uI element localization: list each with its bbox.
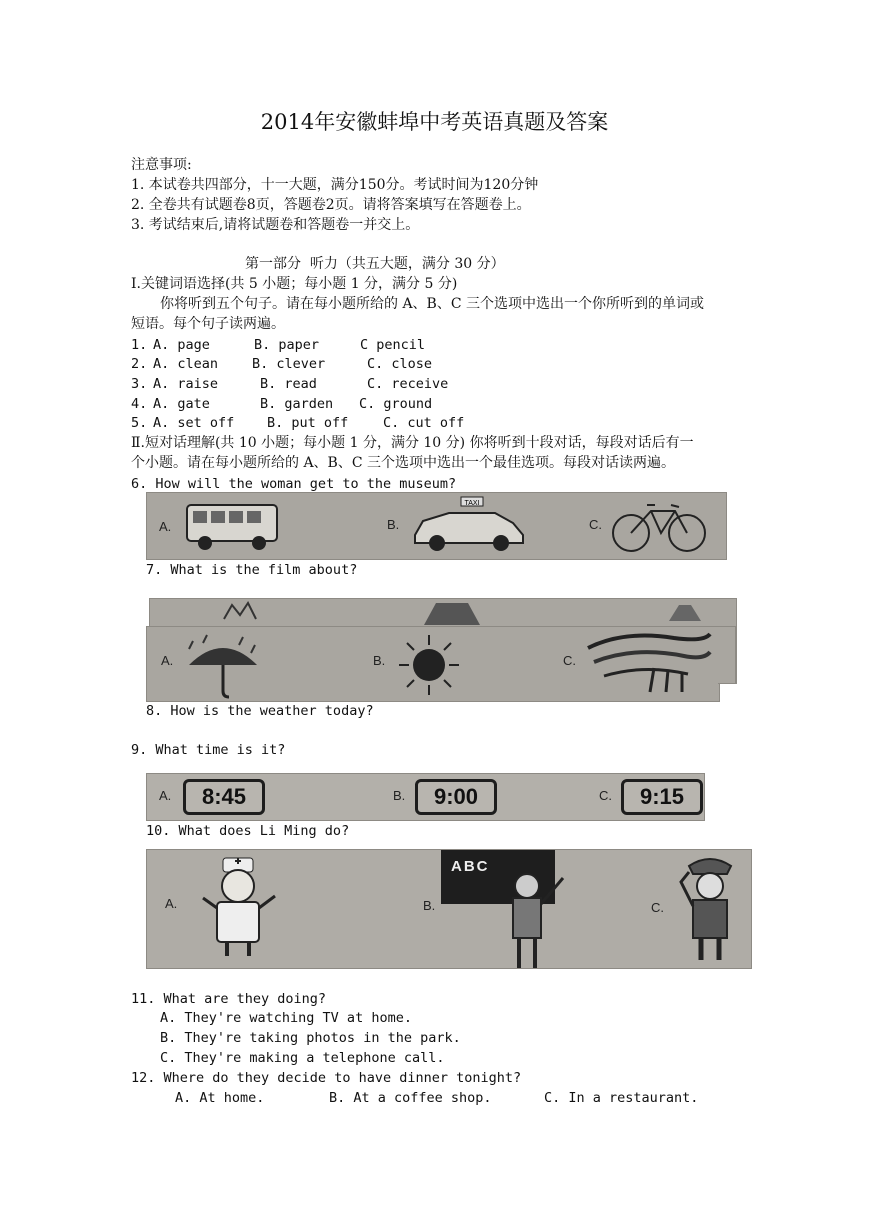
- option-c: C. cut off: [383, 415, 465, 431]
- option-c: C. They're making a telephone call.: [160, 1050, 445, 1066]
- q10-picture-strip: [146, 849, 752, 969]
- option-a: A. They're watching TV at home.: [160, 1010, 412, 1026]
- question-10: 10. What does Li Ming do?: [146, 823, 350, 839]
- note-item: 2. 全卷共有试题卷8页，答题卷2页。请将答案填写在答题卷上。: [131, 197, 531, 213]
- option-a: A. clean: [153, 356, 219, 372]
- animal-icon: [665, 599, 705, 625]
- option-label: B.: [387, 517, 400, 532]
- sun-icon: [397, 633, 461, 697]
- option-b: B. They're taking photos in the park.: [160, 1030, 461, 1046]
- option-label: C.: [563, 653, 576, 668]
- option-c: C. In a restaurant.: [544, 1090, 699, 1106]
- q9-picture-strip: [146, 773, 705, 821]
- section-title: Ⅱ.短对话理解(共 10 小题；每小题 1 分，满分 10 分) 你将听到十段对话，每段对话后有一: [131, 435, 694, 451]
- option-c: C pencil: [360, 337, 426, 353]
- option-b: B. clever: [252, 356, 326, 372]
- blackboard-text: ABC: [451, 858, 490, 875]
- notes-heading: 注意事项:: [131, 157, 192, 173]
- option-label: A.: [165, 896, 178, 911]
- question-number: 3.: [131, 376, 148, 392]
- option-label: B.: [373, 653, 386, 668]
- teacher-icon: [497, 864, 577, 968]
- question-7: 7. What is the film about?: [146, 562, 358, 578]
- option-b: B. read: [260, 376, 317, 392]
- animal-icon: [220, 599, 260, 625]
- q8-picture-edge: [718, 626, 736, 684]
- taxi-sign: TAXI: [464, 500, 480, 507]
- option-b: B. garden: [260, 396, 334, 412]
- digital-clock-c: 9:15: [621, 779, 703, 815]
- option-b: B. put off: [267, 415, 349, 431]
- question-6: 6. How will the woman get to the museum?: [131, 476, 457, 492]
- bus-icon: [183, 499, 283, 553]
- question-number: 5.: [131, 415, 148, 431]
- digital-clock-b: 9:00: [415, 779, 497, 815]
- section-title: I.关键词语选择(共 5 小题；每小题 1 分，满分 5 分): [131, 276, 458, 292]
- question-number: 2.: [131, 356, 148, 372]
- option-label: A.: [159, 788, 172, 803]
- note-item: 3. 考试结束后,请将试题卷和答题卷一并交上。: [131, 217, 420, 233]
- option-label: B.: [393, 788, 406, 803]
- option-a: A. At home.: [175, 1090, 265, 1106]
- option-a: A. raise: [153, 376, 219, 392]
- option-label: B.: [423, 898, 436, 913]
- question-number: 4.: [131, 396, 148, 412]
- umbrella-rain-icon: [183, 631, 263, 699]
- question-number: 1.: [131, 337, 148, 353]
- option-b: B. At a coffee shop.: [329, 1090, 492, 1106]
- question-9: 9. What time is it?: [131, 742, 286, 758]
- wind-storm-icon: [584, 628, 714, 694]
- option-a: A. gate: [153, 396, 210, 412]
- section-title: 个小题。请在每小题所给的 A、B、C 三个选项中选出一个最佳选项。每段对话读两遍。: [131, 455, 676, 471]
- policeman-icon: [675, 852, 745, 964]
- doctor-icon: [195, 856, 285, 962]
- note-item: 1. 本试卷共四部分，十一大题，满分150分。考试时间为120分钟: [131, 177, 539, 193]
- question-11: 11. What are they doing?: [131, 991, 327, 1007]
- option-a: A. set off: [153, 415, 235, 431]
- section-instruction: 你将听到五个句子。请在每小题所给的 A、B、C 三个选项中选出一个你所听到的单词或: [160, 296, 705, 312]
- bicycle-icon: [609, 497, 709, 555]
- option-label: C.: [599, 788, 612, 803]
- option-label: A.: [161, 653, 174, 668]
- question-12: 12. Where do they decide to have dinner tonight?: [131, 1070, 522, 1086]
- digital-clock-a: 8:45: [183, 779, 265, 815]
- part-heading: 第一部分 听力（共五大题，满分 30 分）: [245, 256, 505, 272]
- mountain-icon: [422, 599, 482, 625]
- page-title: 2014年安徽蚌埠中考英语真题及答案: [260, 110, 609, 134]
- option-c: C. close: [367, 356, 433, 372]
- option-label: A.: [159, 519, 172, 534]
- section-instruction: 短语。每个句子读两遍。: [131, 316, 285, 332]
- question-8: 8. How is the weather today?: [146, 703, 374, 719]
- option-a: A. page: [153, 337, 210, 353]
- option-label: C.: [589, 517, 602, 532]
- taxi-icon: [409, 495, 529, 555]
- option-b: B. paper: [254, 337, 320, 353]
- q6-picture-strip: [146, 492, 727, 560]
- option-c: C. receive: [367, 376, 449, 392]
- option-label: C.: [651, 900, 664, 915]
- option-c: C. ground: [359, 396, 433, 412]
